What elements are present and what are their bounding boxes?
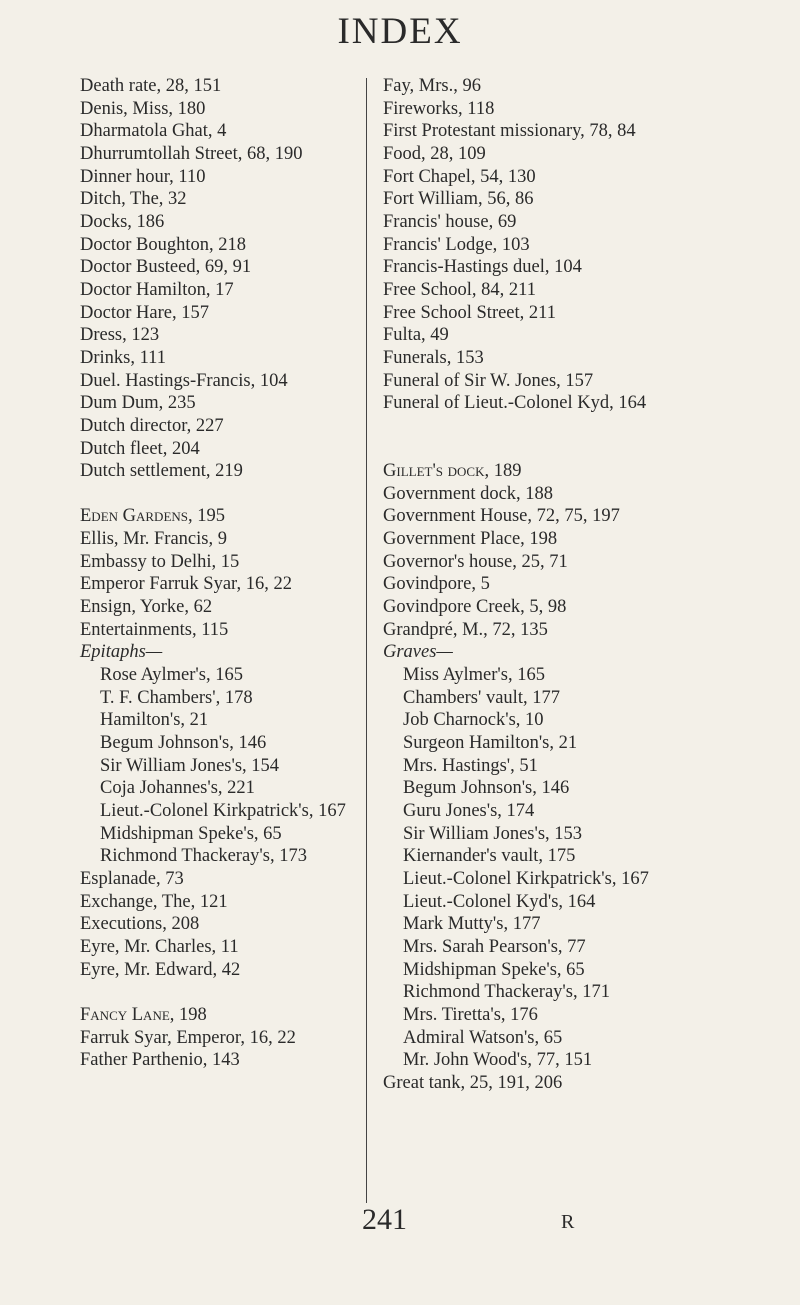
index-entry: Death rate, 28, 151 bbox=[80, 76, 222, 96]
index-entry: Government dock, 188 bbox=[383, 483, 554, 504]
index-subentry: T. F. Chambers', 178 bbox=[100, 687, 253, 708]
index-entry: Doctor Hamilton, 17 bbox=[80, 279, 234, 300]
index-subentry: Richmond Thackeray's, 171 bbox=[403, 982, 610, 1003]
index-subentry: Rose Aylmer's, 165 bbox=[100, 665, 243, 686]
index-subentry: Chambers' vault, 177 bbox=[403, 687, 560, 708]
index-entry: Grandpré, M., 72, 135 bbox=[383, 619, 548, 640]
index-subentry: Admiral Watson's, 65 bbox=[403, 1027, 563, 1048]
index-entry: Ellis, Mr. Francis, 9 bbox=[80, 529, 227, 550]
index-subentry: Job Charnock's, 10 bbox=[403, 710, 544, 731]
index-entry: Francis' house, 69 bbox=[383, 211, 517, 232]
index-heading: Epitaphs— bbox=[80, 642, 163, 663]
index-entry: Govindpore, 5 bbox=[383, 574, 490, 595]
index-subentry: Midshipman Speke's, 65 bbox=[100, 823, 282, 844]
index-subentry: Mark Mutty's, 177 bbox=[403, 914, 541, 935]
index-subentry: Mr. John Wood's, 77, 151 bbox=[403, 1050, 593, 1071]
index-entry: Gillet's dock, 189 bbox=[383, 461, 522, 482]
index-entry: Entertainments, 115 bbox=[80, 619, 229, 640]
index-subentry: Guru Jones's, 174 bbox=[403, 800, 535, 821]
index-entry: Executions, 208 bbox=[80, 914, 200, 935]
index-entry: Ensign, Yorke, 62 bbox=[80, 597, 213, 618]
index-entry: Government House, 72, 75, 197 bbox=[383, 506, 620, 527]
index-entry: Funerals, 153 bbox=[383, 347, 484, 368]
index-heading: Graves— bbox=[383, 642, 453, 663]
index-entry: Eyre, Mr. Edward, 42 bbox=[80, 959, 241, 980]
index-entry: Dutch fleet, 204 bbox=[80, 438, 200, 459]
index-column-left bbox=[80, 75, 365, 1072]
index-entry: Farruk Syar, Emperor, 16, 22 bbox=[80, 1027, 296, 1048]
signature-mark: R bbox=[561, 1211, 575, 1233]
index-entry: Dinner hour, 110 bbox=[80, 166, 206, 187]
index-subentry: Surgeon Hamilton's, 21 bbox=[403, 733, 578, 753]
index-subentry: Hamilton's, 21 bbox=[100, 710, 209, 731]
spacer bbox=[383, 437, 783, 460]
index-column-right bbox=[383, 75, 783, 1095]
index-entry: Exchange, The, 121 bbox=[80, 891, 228, 912]
index-entry: Government Place, 198 bbox=[383, 529, 558, 550]
index-subentry: Begum Johnson's, 146 bbox=[100, 733, 267, 754]
index-entry: Fort William, 56, 86 bbox=[383, 189, 534, 210]
index-subentry: Sir William Jones's, 153 bbox=[403, 823, 583, 844]
index-subentry: Kiernander's vault, 175 bbox=[403, 846, 576, 867]
page-number: 241 bbox=[362, 1203, 407, 1236]
index-subentry: Sir William Jones's, 154 bbox=[100, 755, 280, 776]
index-entry: Docks, 186 bbox=[80, 211, 165, 232]
index-entry: Free School Street, 211 bbox=[383, 302, 556, 323]
index-entry: Duel. Hastings-Francis, 104 bbox=[80, 370, 288, 391]
index-entry: Ditch, The, 32 bbox=[80, 189, 187, 210]
index-subentry: Richmond Thackeray's, 173 bbox=[100, 846, 307, 867]
index-subentry: Lieut.-Colonel Kirkpatrick's, 167 bbox=[403, 868, 649, 889]
index-subentry: Mrs. Sarah Pearson's, 77 bbox=[403, 936, 586, 957]
index-subentry: Midshipman Speke's, 65 bbox=[403, 959, 585, 980]
index-entry: Dhurrumtollah Street, 68, 190 bbox=[80, 143, 303, 164]
index-entry: Father Parthenio, 143 bbox=[80, 1050, 240, 1071]
index-entry: Emperor Farruk Syar, 16, 22 bbox=[80, 574, 292, 595]
index-subentry: Miss Aylmer's, 165 bbox=[403, 665, 545, 686]
index-entry: Francis' Lodge, 103 bbox=[383, 234, 530, 255]
index-entry: Fort Chapel, 54, 130 bbox=[383, 166, 536, 187]
index-subentry: Mrs. Hastings', 51 bbox=[403, 755, 538, 776]
index-subentry: Coja Johannes's, 221 bbox=[100, 778, 255, 799]
column-divider bbox=[366, 78, 367, 1203]
page-title: INDEX bbox=[337, 11, 463, 52]
index-entry: Dutch settlement, 219 bbox=[80, 461, 243, 482]
index-entry: Fulta, 49 bbox=[383, 325, 449, 346]
index-entry: Eyre, Mr. Charles, 11 bbox=[80, 936, 239, 957]
index-entry: Dharmatola Ghat, 4 bbox=[80, 121, 227, 142]
index-entry: Governor's house, 25, 71 bbox=[383, 551, 568, 572]
index-entry: Francis-Hastings duel, 104 bbox=[383, 257, 582, 278]
index-entry: Govindpore Creek, 5, 98 bbox=[383, 597, 567, 618]
index-entry: Fay, Mrs., 96 bbox=[383, 76, 481, 96]
index-entry: Dum Dum, 235 bbox=[80, 393, 196, 414]
index-entry: Fireworks, 118 bbox=[383, 98, 495, 119]
index-entry: Dutch director, 227 bbox=[80, 415, 224, 436]
index-entry: Doctor Hare, 157 bbox=[80, 302, 209, 323]
index-entry: Doctor Boughton, 218 bbox=[80, 234, 246, 255]
spacer bbox=[80, 981, 365, 1004]
index-entry: Denis, Miss, 180 bbox=[80, 98, 206, 119]
index-subentry: Begum Johnson's, 146 bbox=[403, 778, 570, 799]
index-entry: Free School, 84, 211 bbox=[383, 279, 536, 300]
spacer bbox=[80, 483, 365, 506]
index-entry: Drinks, 111 bbox=[80, 347, 166, 368]
index-entry: Funeral of Sir W. Jones, 157 bbox=[383, 370, 594, 391]
spacer bbox=[383, 415, 783, 438]
index-entry: Food, 28, 109 bbox=[383, 143, 486, 164]
index-subentry: Lieut.-Colonel Kyd's, 164 bbox=[403, 891, 596, 912]
index-entry: Embassy to Delhi, 15 bbox=[80, 551, 240, 572]
index-entry: Dress, 123 bbox=[80, 325, 160, 346]
index-entry: Funeral of Lieut.-Colonel Kyd, 164 bbox=[383, 393, 647, 414]
index-subentry: Lieut.-Colonel Kirkpatrick's, 167 bbox=[100, 800, 346, 821]
index-subentry: Mrs. Tiretta's, 176 bbox=[403, 1004, 538, 1025]
index-entry: Doctor Busteed, 69, 91 bbox=[80, 257, 252, 278]
index-entry: Great tank, 25, 191, 206 bbox=[383, 1072, 563, 1093]
index-entry: Fancy Lane, 198 bbox=[80, 1004, 207, 1025]
index-entry: First Protestant missionary, 78, 84 bbox=[383, 121, 636, 142]
index-entry: Eden Gardens, 195 bbox=[80, 506, 226, 527]
index-entry: Esplanade, 73 bbox=[80, 868, 184, 889]
